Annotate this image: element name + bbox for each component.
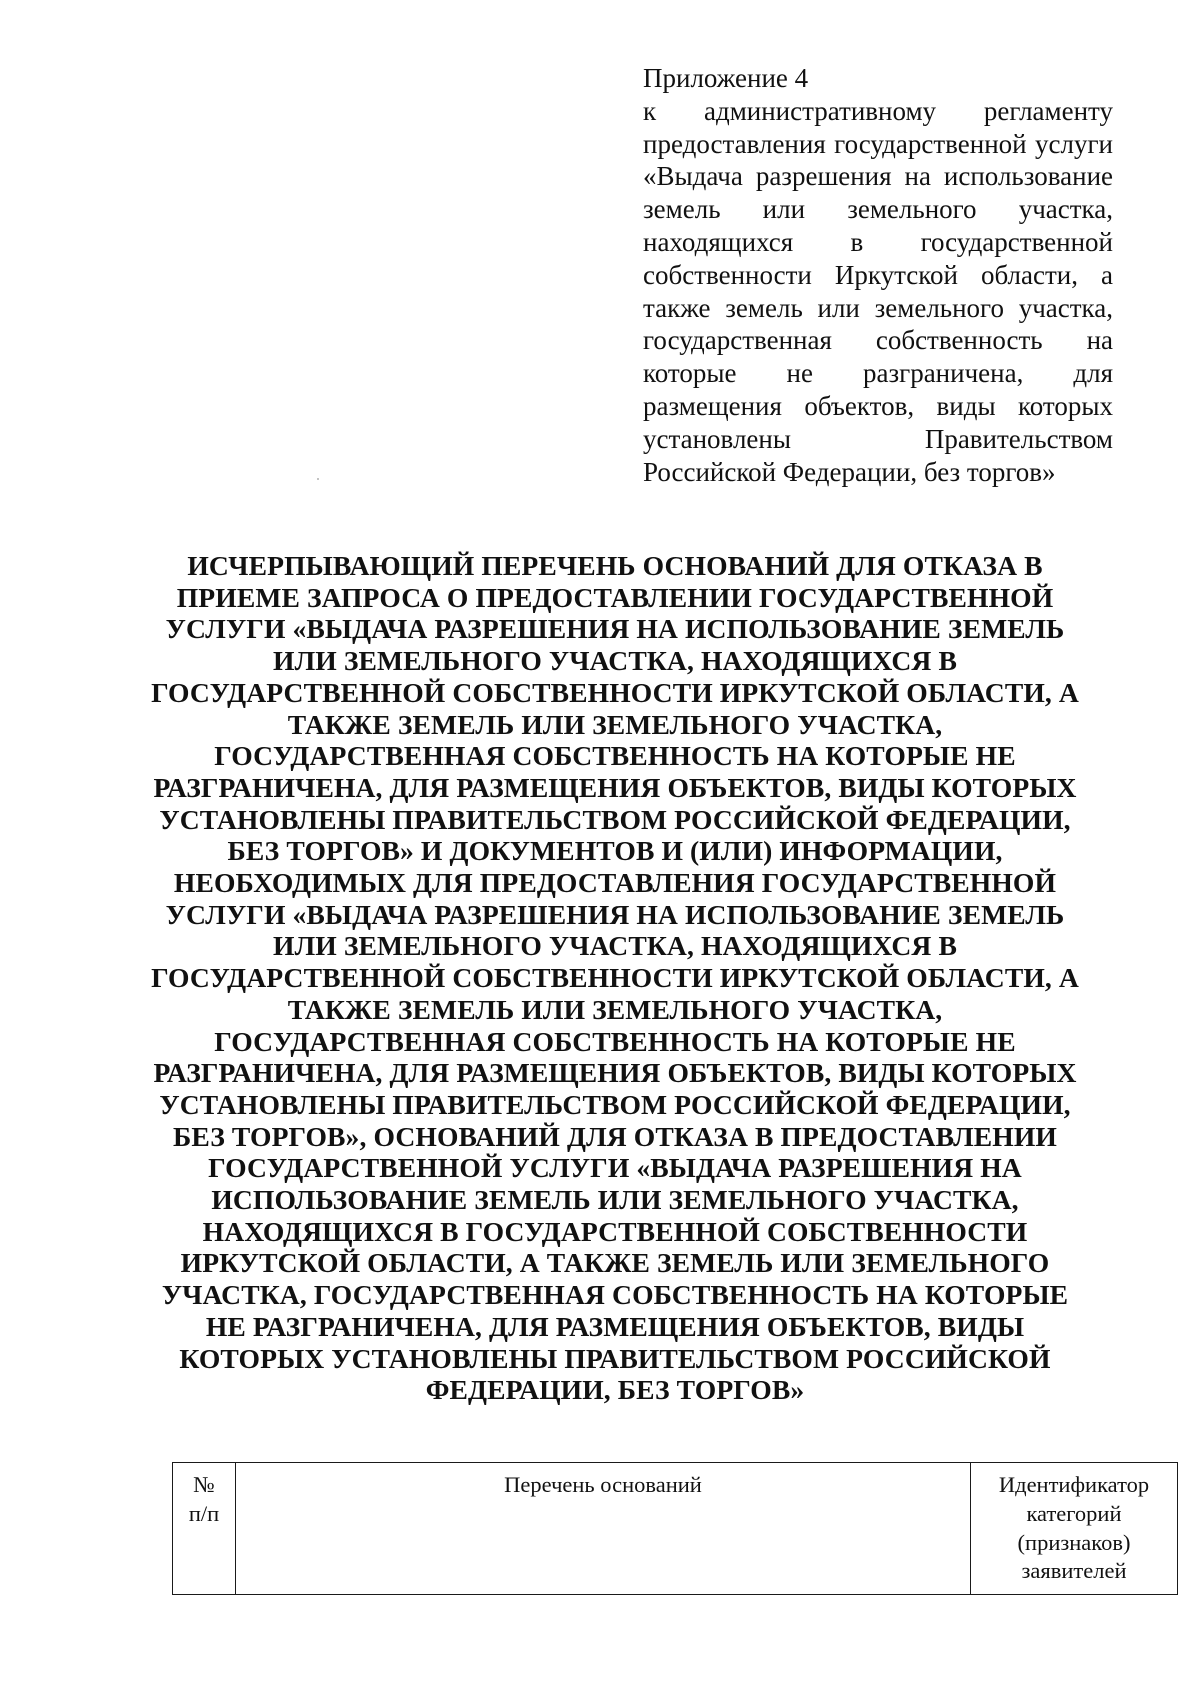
column-header-number-line-2: п/п	[188, 1500, 220, 1526]
column-header-identifier	[971, 1463, 1178, 1595]
table-header-row	[173, 1463, 1178, 1595]
column-header-grounds-line-1: Перечень оснований	[504, 1472, 702, 1497]
appendix-note	[643, 62, 1113, 488]
grounds-table	[172, 1462, 1150, 1595]
scan-speck	[317, 478, 319, 480]
document-heading: ИСЧЕРПЫВАЮЩИЙ ПЕРЕЧЕНЬ ОСНОВАНИЙ ДЛЯ ОТКАЗА В ПРИЕМЕ ЗАПРОСА О ПРЕДОСТАВЛЕНИИ ГОСУДАРСТВЕННОЙ УСЛУГИ «ВЫДАЧА РАЗРЕШЕНИЯ НА ИСПОЛЬЗОВАНИЕ ЗЕМЕЛЬ ИЛИ ЗЕМЕЛЬНОГО УЧАСТКА, НАХОДЯЩИХСЯ В ГОСУДАРСТВЕННОЙ СОБСТВЕННОСТИ ИРКУТСКОЙ ОБЛАСТИ, А ТАКЖЕ ЗЕМЕЛЬ ИЛИ ЗЕМЕЛЬНОГО УЧАСТКА, ГОСУДАРСТВЕННАЯ СОБСТВЕННОСТЬ НА КОТОРЫЕ НЕ РАЗГРАНИЧЕНА, ДЛЯ РАЗМЕЩЕНИЯ ОБЪЕКТОВ, ВИДЫ КОТОРЫХ УСТАНОВЛЕНЫ ПРАВИТЕЛЬСТВОМ РОССИЙСКОЙ ФЕДЕРАЦИИ, БЕЗ ТОРГОВ» И ДОКУМЕНТОВ И (ИЛИ) ИНФОРМАЦИИ, НЕОБХОДИМЫХ ДЛЯ ПРЕДОСТАВЛЕНИЯ ГОСУДАРСТВЕННОЙ УСЛУГИ «ВЫДАЧА РАЗРЕШЕНИЯ НА ИСПОЛЬЗОВАНИЕ ЗЕМЕЛЬ ИЛИ ЗЕМЕЛЬНОГО УЧАСТКА, НАХОДЯЩИХСЯ В ГОСУДАРСТВЕННОЙ СОБСТВЕННОСТИ ИРКУТСКОЙ ОБЛАСТИ, А ТАКЖЕ ЗЕМЕЛЬ ИЛИ ЗЕМЕЛЬНОГО УЧАСТКА, ГОСУДАРСТВЕННАЯ СОБСТВЕННОСТЬ НА КОТОРЫЕ НЕ РАЗГРАНИЧЕНА, ДЛЯ РАЗМЕЩЕНИЯ ОБЪЕКТОВ, ВИДЫ КОТОРЫХ УСТАНОВЛЕНЫ ПРАВИТЕЛЬСТВОМ РОССИЙСКОЙ ФЕДЕРАЦИИ, БЕЗ ТОРГОВ», ОСНОВАНИЙ ДЛЯ ОТКАЗА В ПРЕДОСТАВЛЕНИИ ГОСУДАРСТВЕННОЙ УСЛУГИ «ВЫДАЧА РАЗРЕШЕНИЯ НА ИСПОЛЬЗОВАНИЕ ЗЕМЕЛЬ ИЛИ ЗЕМЕЛЬНОГО УЧАСТКА, НАХОДЯЩИХСЯ В ГОСУДАРСТВЕННОЙ СОБСТВЕННОСТИ ИРКУТСКОЙ ОБЛАСТИ, А ТАКЖЕ ЗЕМЕЛЬ ИЛИ ЗЕМЕЛЬНОГО УЧАСТКА, ГОСУДАРСТВЕННАЯ СОБСТВЕННОСТЬ НА КОТОРЫЕ НЕ РАЗГРАНИЧЕНА, ДЛЯ РАЗМЕЩЕНИЯ ОБЪЕКТОВ, ВИДЫ КОТОРЫХ УСТАНОВЛЕНЫ ПРАВИТЕЛЬСТВОМ РОССИЙСКОЙ ФЕДЕРАЦИИ, БЕЗ ТОРГОВ»	[151, 550, 1079, 1406]
column-header-identifier-line-4: заявителей	[1021, 1558, 1127, 1584]
column-header-number-line-1: №	[193, 1472, 215, 1497]
column-header-identifier-line-2: категорий	[1026, 1500, 1122, 1526]
column-header-grounds	[236, 1463, 971, 1595]
column-header-number	[173, 1463, 236, 1595]
appendix-title: Приложение 4	[643, 63, 809, 93]
column-header-identifier-line-3: (признаков)	[1017, 1529, 1131, 1555]
column-header-identifier-line-1: Идентификатор	[998, 1472, 1150, 1497]
appendix-body: к административному регламенту предоставления государственной услуги «Выдача разрешения на использование земель или земельного участка, находящихся в государственной собственности Иркутской области, а также земель или земельного участка, государственная собственность на которые не разграничена, для размещения объектов, виды которых установлены Правительством Российской Федерации, без торгов»	[643, 95, 1113, 487]
